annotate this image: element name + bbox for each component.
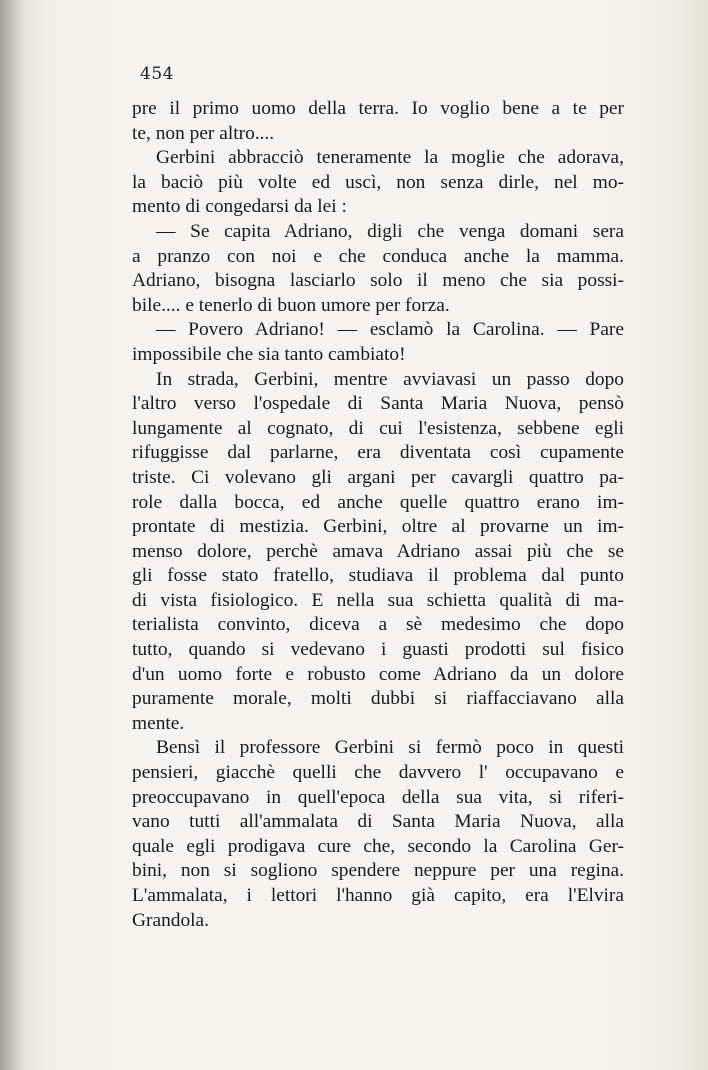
text-line: pre il primo uomo della terra. Io voglio bene a te per <box>132 98 624 119</box>
text-line: preoccupavano in quell'epoca della sua vita, si riferi- <box>132 786 624 808</box>
text-line: quale egli prodigava cure che, secondo la Carolina Ger- <box>132 835 624 857</box>
text-line: vano tutti all'ammalata di Santa Maria Nuova, alla <box>132 811 624 833</box>
text-line: di vista fisiologico. E nella sua schietta qualità di ma- <box>132 589 624 611</box>
text-line: bini, non si sogliono spendere neppure per una regina. <box>132 860 624 882</box>
text-line: impossibile che sia tanto cambiato! <box>132 343 406 365</box>
text-line: role dalla bocca, ed anche quelle quattro erano im- <box>132 491 624 513</box>
text-line: te, non per altro.... <box>132 122 275 144</box>
text-line: mente. <box>132 712 185 734</box>
text-line: prontate di mestizia. Gerbini, oltre al provarne un im- <box>132 516 624 538</box>
text-line: l'altro verso l'ospedale di Santa Maria Nuova, pensò <box>132 393 624 415</box>
text-line: la baciò più volte ed uscì, non senza dirle, nel mo- <box>132 171 624 193</box>
text-line: gli fosse stato fratello, studiava il problema dal punto <box>132 565 624 587</box>
gutter-shadow <box>0 0 26 1070</box>
text-line: a pranzo con noi e che conduca anche la mamma. <box>132 245 624 267</box>
text-line: d'un uomo forte e robusto come Adriano da un dolore <box>132 663 624 685</box>
page-number: 454 <box>140 64 174 84</box>
text-line: bile.... e tenerlo di buon umore per forza. <box>132 294 450 316</box>
text-line: Grandola. <box>132 909 209 931</box>
text-line: terialista convinto, diceva a sè medesimo che dopo <box>132 614 624 636</box>
page-body-text <box>132 97 624 933</box>
text-line: — Povero Adriano! — esclamò la Carolina. — Pare <box>156 319 624 341</box>
text-line: Bensì il professore Gerbini si fermò poco in questi <box>156 737 624 759</box>
text-line: lungamente al cognato, di cui l'esistenza, sebbene egli <box>132 417 624 439</box>
text-line: — Se capita Adriano, digli che venga domani sera <box>156 220 624 242</box>
text-line: rifuggisse dal parlarne, era diventata così cupamente <box>132 442 624 464</box>
text-line: puramente morale, molti dubbi si riaffacciavano alla <box>132 688 624 710</box>
text-line: menso dolore, perchè amava Adriano assai più che se <box>132 540 624 562</box>
text-line: tutto, quando si vedevano i guasti prodotti sul fisico <box>132 639 624 661</box>
text-line: mento di congedarsi da lei : <box>132 196 347 218</box>
text-line: triste. Ci volevano gli argani per cavargli quattro pa- <box>132 466 624 488</box>
text-line: Gerbini abbracciò teneramente la moglie che adorava, <box>156 147 624 169</box>
text-line: pensieri, giacchè quelli che davvero l' occupavano e <box>132 762 624 784</box>
text-line: Adriano, bisogna lasciarlo solo il meno che sia possi- <box>132 270 624 292</box>
text-line: In strada, Gerbini, mentre avviavasi un passo dopo <box>156 368 624 390</box>
text-line: L'ammalata, i lettori l'hanno già capito, era l'Elvira <box>132 885 624 906</box>
